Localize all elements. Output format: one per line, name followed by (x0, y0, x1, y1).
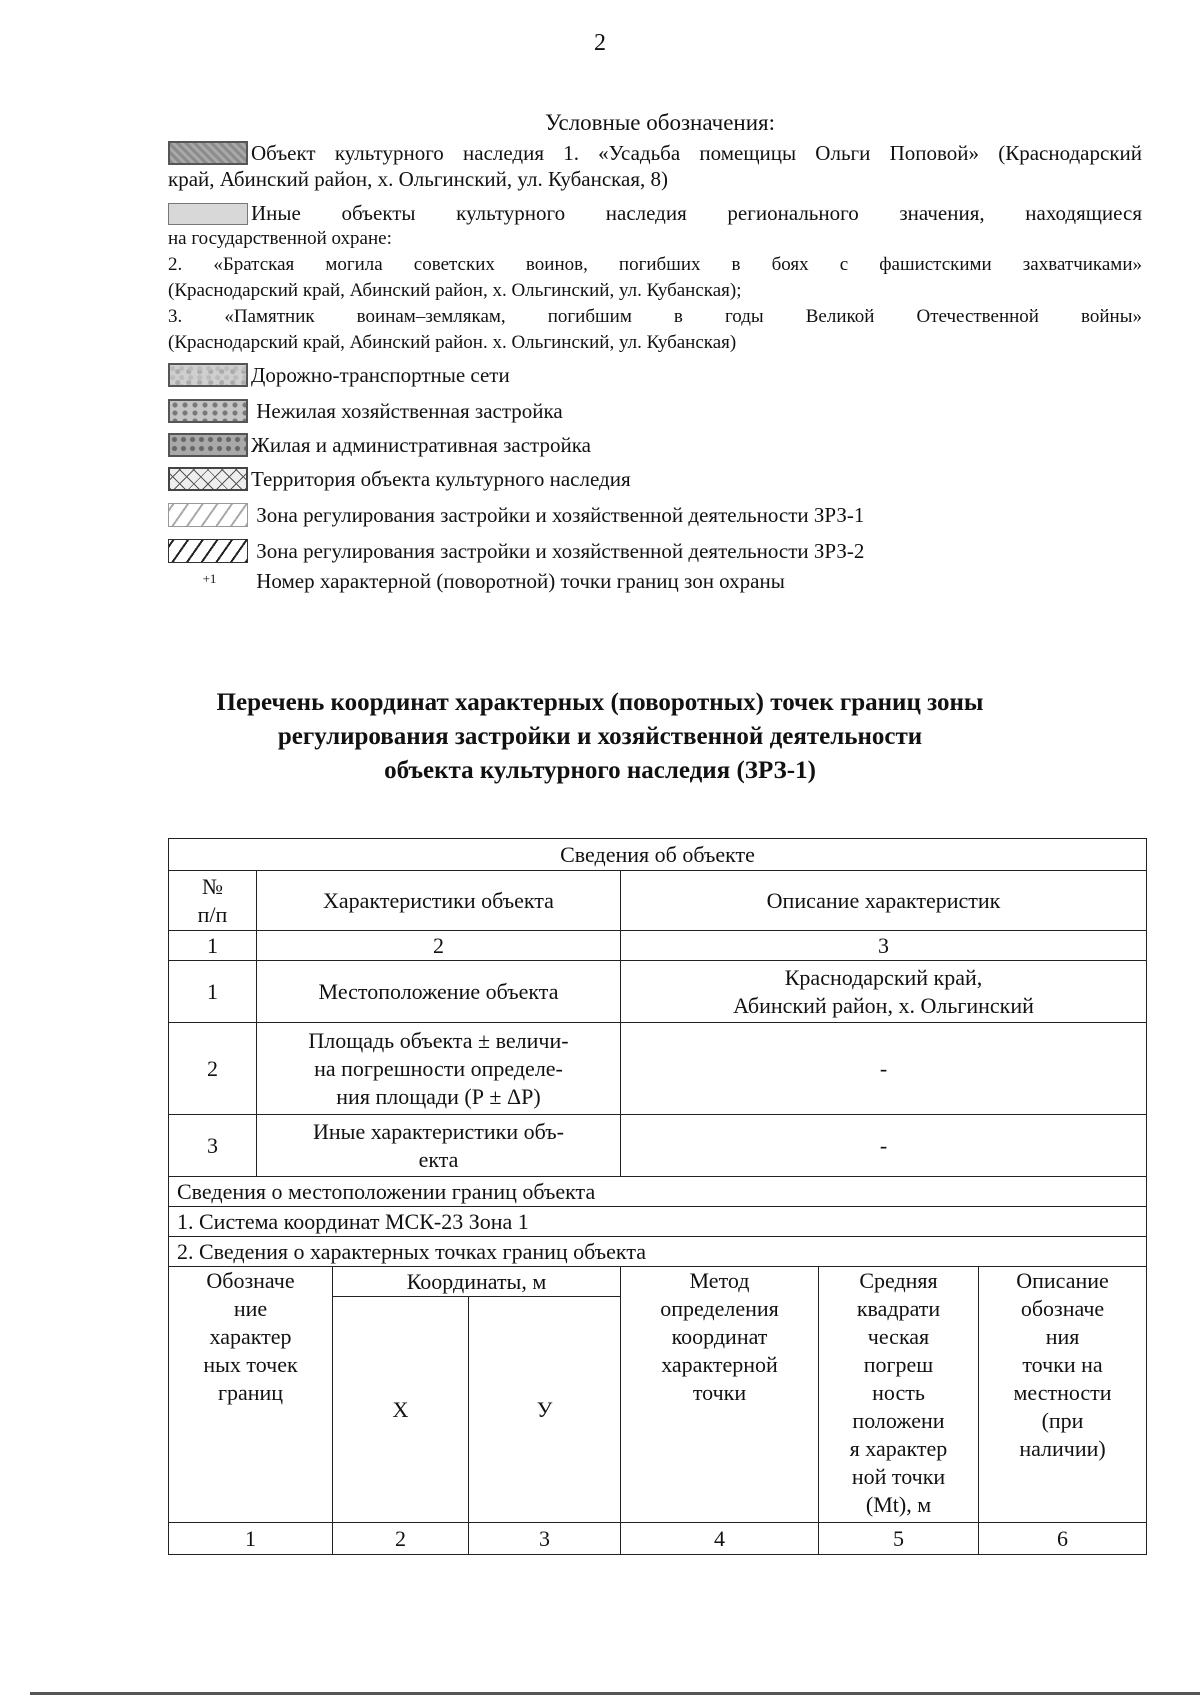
pts-index-cell: 3 (469, 1523, 621, 1555)
pts-method-l: точки (692, 1380, 747, 1405)
error-header (819, 1267, 979, 1523)
point-marker-icon: +1 (202, 571, 217, 586)
regional-item-3-cont: (Краснодарский край, Абинский район. х. Ольгинский, ул. Кубанская) (168, 332, 737, 353)
scan-edge-divider (30, 1692, 1200, 1695)
coord-system-row: 1. Система координат МСК-23 Зона 1 (169, 1207, 1147, 1237)
pts-method-l: характерной (661, 1352, 778, 1377)
pts-col1-l: ние (233, 1296, 268, 1321)
index-cell: 2 (257, 931, 621, 961)
num-header (169, 871, 257, 931)
desc-line-2: Абинский район, х. Ольгинский (733, 992, 1034, 1018)
residential-label: Жилая и административная застройка (251, 433, 591, 457)
zrz2-label: Зона регулирования застройки и хозяйственной деятельности ЗРЗ-2 (256, 539, 865, 563)
row-characteristic (257, 1023, 621, 1115)
char-line-1: Иные характеристики объ- (313, 1118, 564, 1144)
row-num: 1 (169, 961, 257, 1023)
char-line-1: Площадь объекта ± величи- (308, 1027, 569, 1053)
heritage-object-label-cont: край, Абинский район, х. Ольгинский, ул. Кубанская, 8) (168, 167, 669, 191)
territory-swatch-icon (168, 467, 248, 491)
pts-desc-l: Описание (1016, 1268, 1109, 1293)
pts-index-cell: 6 (979, 1523, 1147, 1555)
pts-desc-l: ния (1045, 1324, 1080, 1349)
regional-item-3: 3. «Памятник воинам–землякам, погибшим в годы Великой Отечественной войны» (168, 306, 1142, 327)
row-num: 2 (169, 1023, 257, 1115)
description-header: Описание характеристик (621, 871, 1147, 931)
y-header: У (469, 1297, 621, 1523)
pts-index-cell: 4 (621, 1523, 819, 1555)
heritage-object-label: Объект культурного наследия 1. «Усадьба помещицы Ольги Поповой» (Краснодарский (251, 141, 1142, 165)
desc-line-1: Краснодарский край, (784, 964, 983, 990)
char-line-2: на погрешности определе- (314, 1055, 563, 1081)
heritage-object-swatch-icon (168, 141, 248, 165)
point-number-label: Номер характерной (поворотной) точки границ зон охраны (256, 569, 785, 593)
zrz2-swatch-icon (168, 539, 248, 563)
title-line-2: регулирования застройки и хозяйственной деятельности (277, 723, 923, 750)
pts-error-l: ность (872, 1380, 925, 1405)
method-header (621, 1267, 819, 1523)
regional-objects-label-cont: на государственной охране: (168, 228, 392, 249)
pts-error-l: погреш (863, 1352, 934, 1377)
regional-item-2: 2. «Братская могила советских воинов, погибших в боях с фашистскими захватчиками» (168, 254, 1142, 275)
table-row (169, 1023, 1147, 1115)
row-description: - (621, 1023, 1147, 1115)
legend-road-network (168, 362, 1142, 388)
regional-item-2-cont: (Краснодарский край, Абинский район, х. Ольгинский, ул. Кубанская); (168, 280, 742, 301)
zrz1-label: Зона регулирования застройки и хозяйственной деятельности ЗРЗ-1 (256, 503, 865, 527)
legend-regional-objects (168, 200, 1142, 226)
pts-desc-l: (при (1041, 1408, 1084, 1433)
pts-col1-l: характер (209, 1324, 292, 1349)
territory-label: Территория объекта культурного наследия (251, 467, 631, 491)
pts-error-l: Средняя (859, 1268, 938, 1293)
pts-desc-l: местности (1013, 1380, 1112, 1405)
regional-objects-swatch-icon (168, 203, 248, 225)
pts-index-cell: 1 (169, 1523, 333, 1555)
nonresidential-label: Нежилая хозяйственная застройка (256, 399, 563, 423)
zrz1-swatch-icon (168, 503, 248, 527)
pts-error-l: (Mt), м (865, 1492, 932, 1517)
pts-method-l: координат (671, 1324, 768, 1349)
pts-error-l: ной точки (851, 1464, 946, 1489)
title-line-1: Перечень координат характерных (поворотных) точек границ зоны (216, 689, 984, 716)
pts-error-l: я характер (849, 1436, 948, 1461)
location-info-row: Сведения о местоположении границ объекта (169, 1177, 1147, 1207)
legend-title: Условные обозначения: (544, 110, 776, 135)
char-line-3: ния площади (Р ± ΔР) (336, 1083, 541, 1109)
road-network-label: Дорожно-транспортные сети (251, 363, 510, 387)
pts-col1-l: Обозначе (206, 1268, 295, 1293)
point-description-header (979, 1267, 1147, 1523)
residential-swatch-icon (168, 433, 248, 457)
index-cell: 3 (621, 931, 1147, 961)
pts-index-cell: 2 (333, 1523, 469, 1555)
pts-index-cell: 5 (819, 1523, 979, 1555)
x-header: Х (333, 1297, 469, 1523)
nonresidential-swatch-icon (168, 399, 248, 423)
coordinates-header: Координаты, м (333, 1267, 621, 1297)
legend (168, 140, 1142, 594)
table-row (169, 1115, 1147, 1177)
index-cell: 1 (169, 931, 257, 961)
row-description: - (621, 1115, 1147, 1177)
legend-residential (168, 432, 1142, 458)
road-network-swatch-icon (168, 363, 248, 387)
pts-error-l: ческая (867, 1324, 930, 1349)
legend-zrz1 (168, 502, 1142, 528)
points-info-row: 2. Сведения о характерных точках границ объекта (169, 1237, 1147, 1267)
regional-objects-label: Иные объекты культурного наследия регионального значения, находящиеся (251, 201, 1142, 225)
pts-method-l: Метод (689, 1268, 750, 1293)
pts-error-l: положени (852, 1408, 945, 1433)
characteristics-header: Характеристики объекта (257, 871, 621, 931)
legend-nonresidential (168, 398, 1142, 424)
legend-territory (168, 466, 1142, 492)
pts-error-l: квадрати (856, 1296, 941, 1321)
pts-desc-l: точки на (1022, 1352, 1103, 1377)
page-title (0, 686, 1200, 788)
legend-heritage-object (168, 140, 1142, 166)
row-description (621, 961, 1147, 1023)
num-header-l2: п/п (197, 901, 228, 927)
pts-col1-l: границ (217, 1380, 284, 1405)
table-row (169, 961, 1147, 1023)
num-header-l1: № (202, 873, 223, 899)
title-line-3: объекта культурного наследия (ЗРЗ-1) (384, 757, 816, 784)
pts-col1-l: ных точек (203, 1352, 298, 1377)
legend-point-number (168, 566, 1142, 594)
legend-zrz2 (168, 538, 1142, 564)
row-characteristic (257, 1115, 621, 1177)
pts-method-l: определения (660, 1296, 779, 1321)
char-line-2: екта (418, 1146, 459, 1172)
coordinates-table (168, 838, 1147, 1555)
pts-desc-l: наличии) (1019, 1436, 1106, 1461)
object-info-header: Сведения об объекте (169, 839, 1147, 871)
points-designation-header (169, 1267, 333, 1523)
page-number: 2 (594, 30, 606, 56)
row-characteristic: Местоположение объекта (257, 961, 621, 1023)
pts-desc-l: обозначе (1020, 1296, 1105, 1321)
row-num: 3 (169, 1115, 257, 1177)
